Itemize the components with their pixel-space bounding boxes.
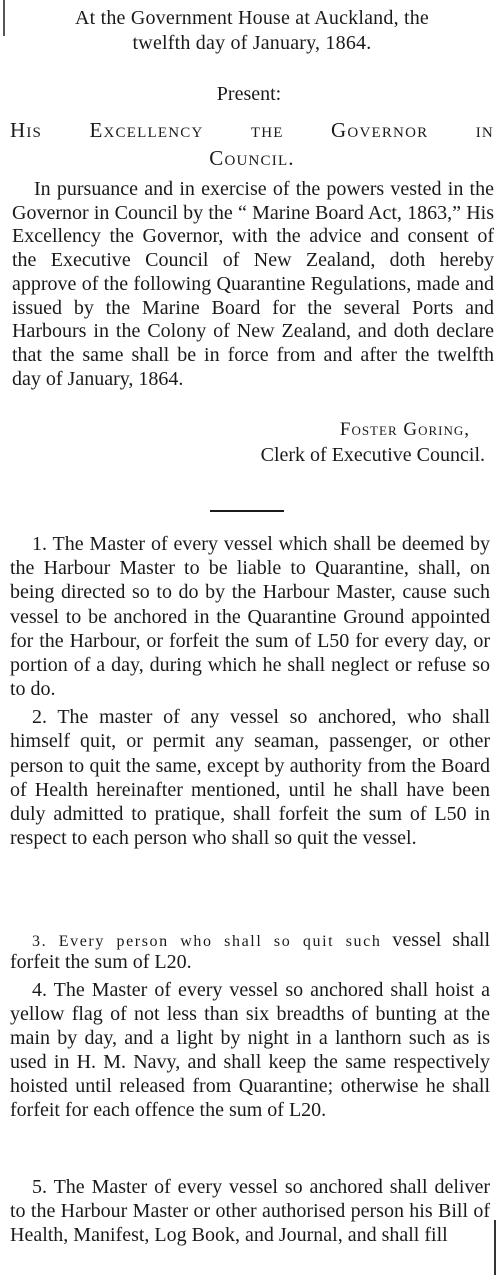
header-block: [8, 6, 496, 56]
section-divider: [210, 510, 284, 512]
header-line-2: twelfth day of January, 1864.: [132, 32, 372, 54]
regulation-5: 5. The Master of every vessel so anchored shall deliver to the Harbour Master or other authorised person his Bill of Health, Manifest, Log Book, and Journal, and shall fill: [10, 1176, 490, 1246]
header-line-1: At the Government House at Auckland, the: [74, 7, 430, 29]
regulation-3-first-line: 3. Every person who shall so quit such: [32, 933, 382, 950]
regulation-4: 4. The Master of every vessel so anchored shall hoist a yellow flag of not less than six breadths of bunting at the main by day, and a light by night in a lanthorn such as is used in H. M. Navy, and shall keep the same respectively hoisted until released from Quarantine; otherwise he shall forfeit for each offence the sum of L20.: [10, 979, 490, 1121]
excellency-word: Governor: [331, 118, 429, 142]
excellency-word: His: [10, 118, 43, 142]
excellency-word: Excellency: [89, 118, 204, 142]
signatory-title: Clerk of Executive Council.: [260, 444, 485, 466]
signatory-name: Foster Goring,: [339, 419, 470, 440]
column-rule-left: [3, 0, 5, 36]
regulation-1: 1. The Master of every vessel which shall be deemed by the Harbour Master to be liable to Quarantine, shall, on being directed so to do by the Harbour Master, cause such vessel to be anchored in the Quarantine Ground appointed for the Harbour, or forfeit the sum of L50 for every day, or portion of a day, during which he shall neglect or refuse so to do.: [10, 533, 490, 701]
excellency-line-2: Council.: [209, 146, 295, 170]
excellency-word: in: [475, 118, 494, 142]
excellency-line-1: [10, 116, 494, 144]
regulation-2: 2. The master of any vessel so anchored, who shall himself quit, or permit any seaman, passenger, or other person to quit the same, except by authority from the Board of Health hereinafter mentioned, until he shall have been duly admitted to pratique, shall forfeit the sum of L50 in respect to each person who shall so quit the vessel.: [10, 706, 490, 850]
excellency-word: the: [250, 118, 284, 142]
regulation-3: [10, 930, 490, 973]
regulation-3-rest: vessel shall forfeit the sum of L20.: [10, 929, 490, 973]
column-rule-right: [494, 1220, 496, 1275]
present-heading: Present:: [216, 83, 282, 105]
preamble-paragraph: In pursuance and in exercise of the powers vested in the Governor in Council by the “ Marine Board Act, 1863,” His Excellency the Governor, with the advice and consent of the Executive Council of New Zealand, doth hereby approve of the following Quarantine Regulations, made and issued by the Marine Board for the several Ports and Harbours in the Colony of New Zealand, and doth declare that the same shall be in force from and after the twelfth day of January, 1864.: [12, 178, 494, 390]
excellency-heading: [10, 116, 494, 172]
